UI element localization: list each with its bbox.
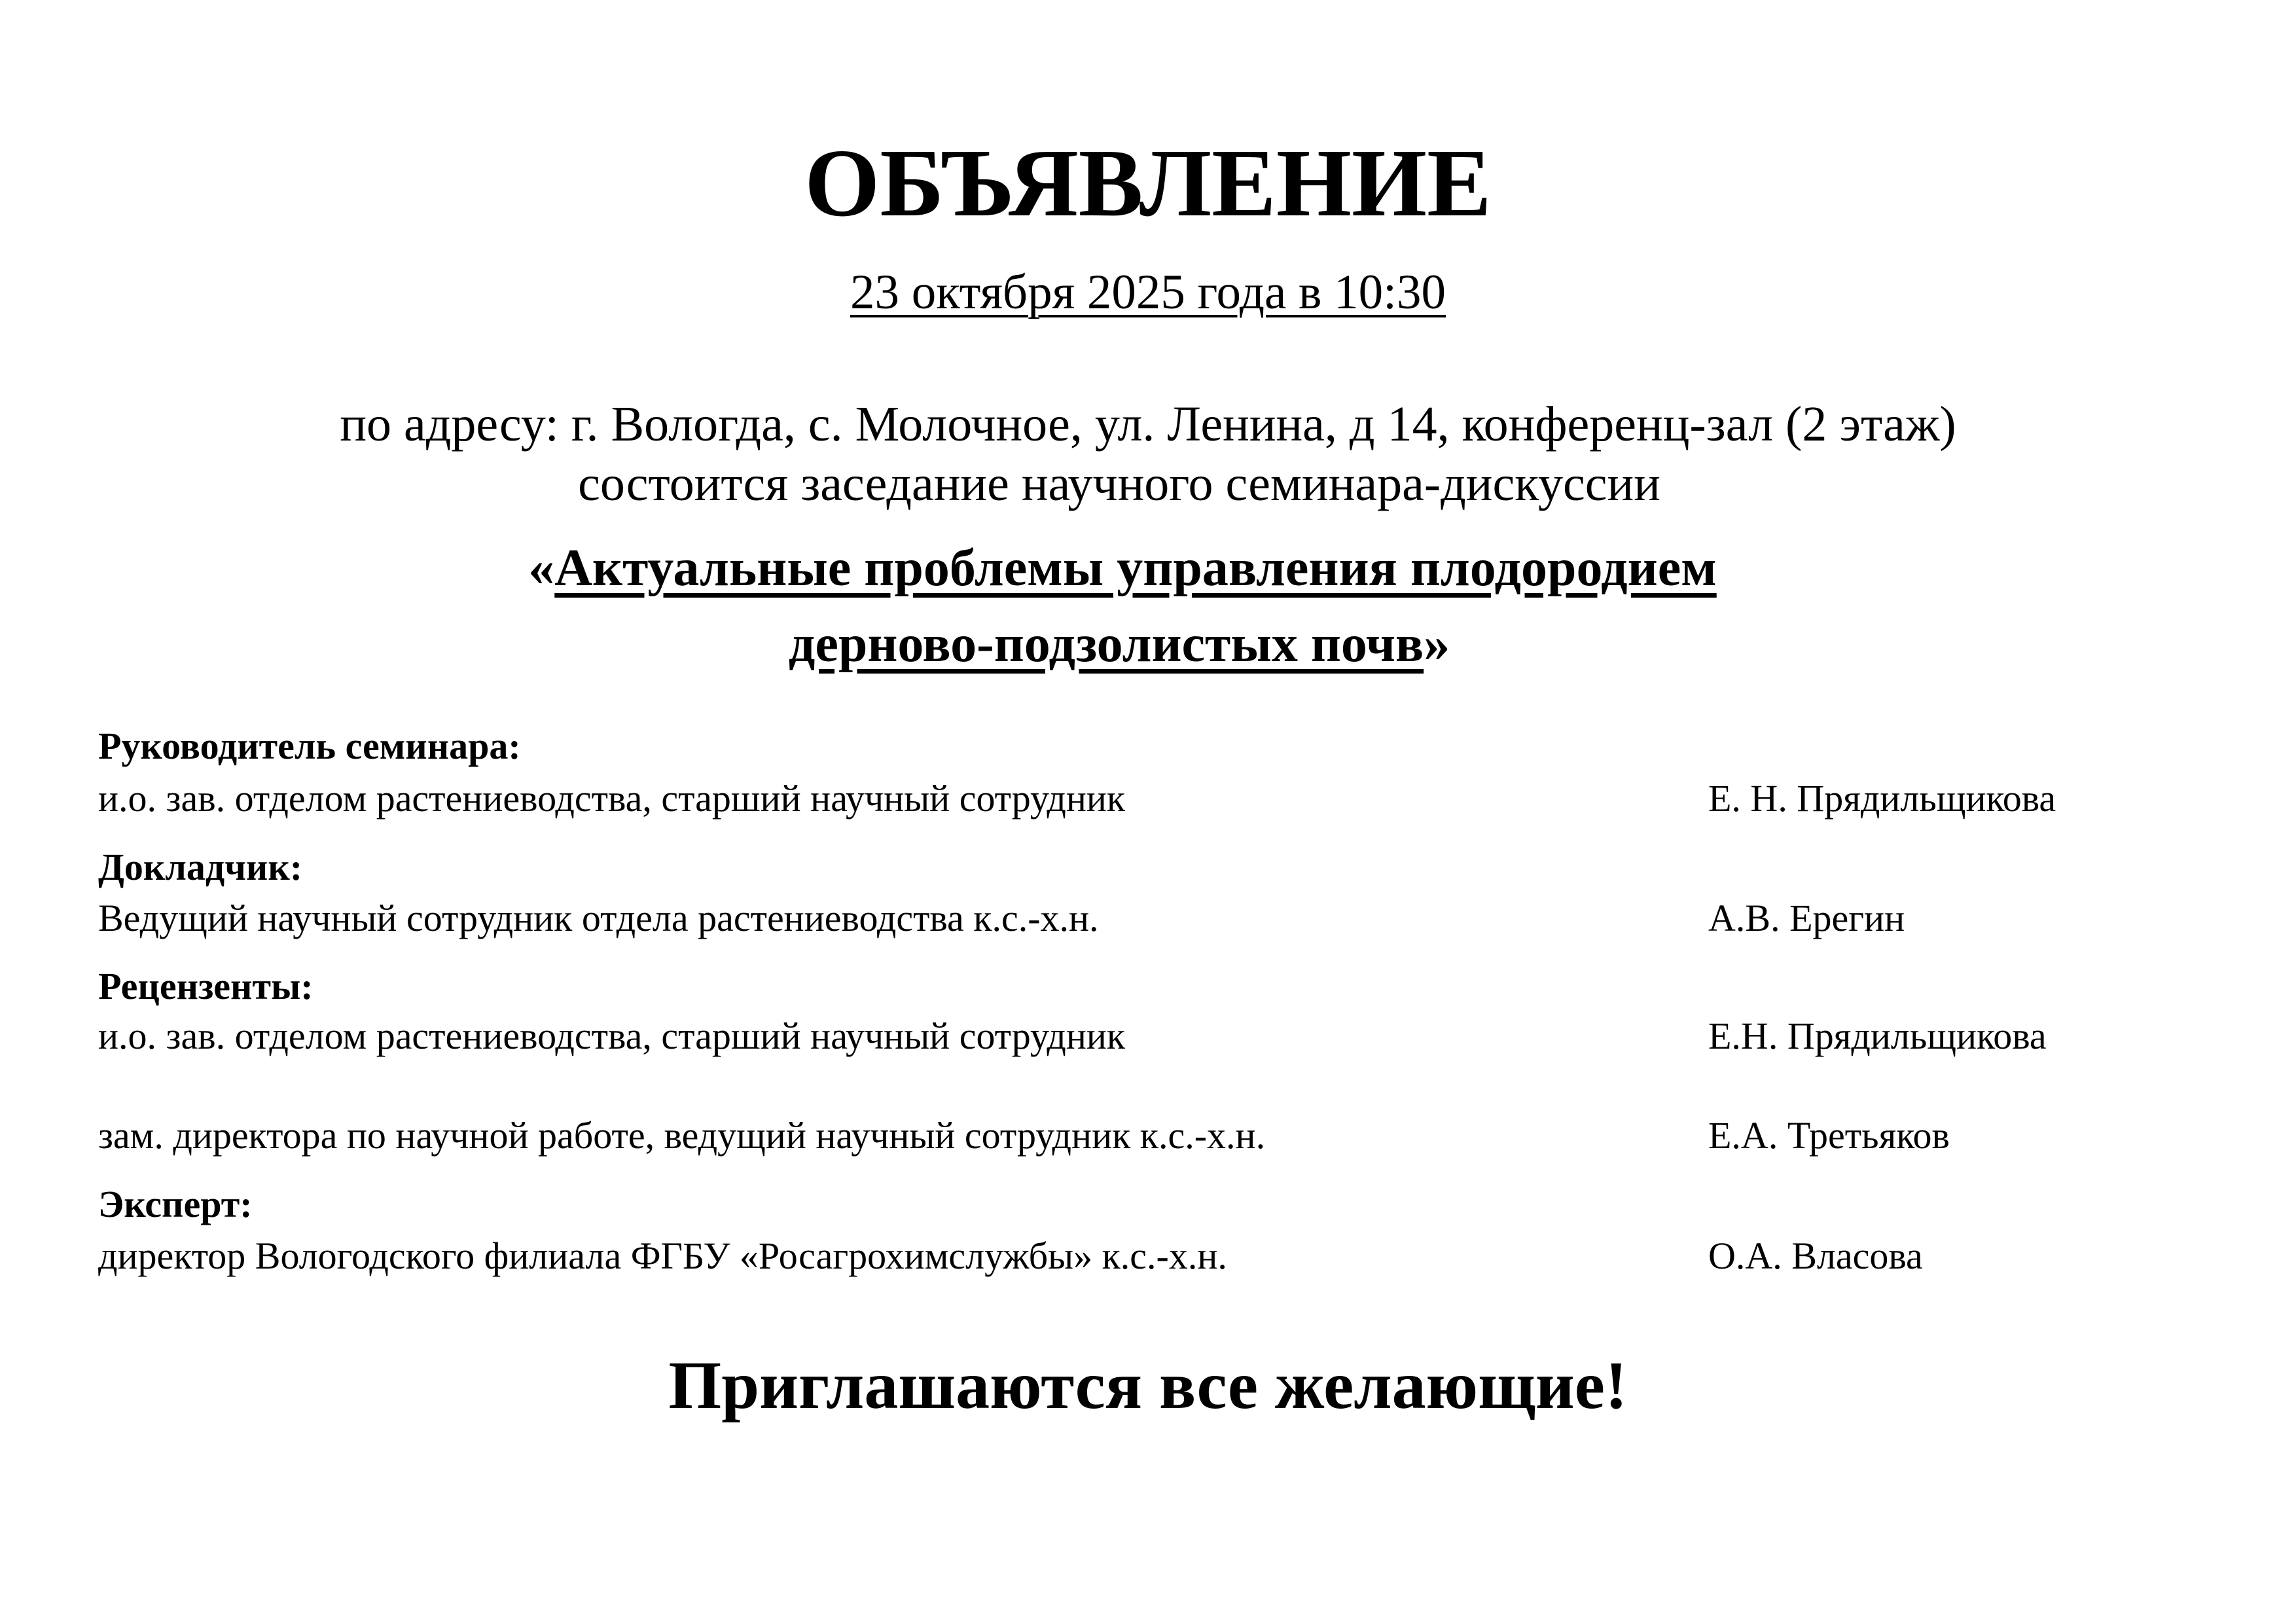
topic-close-quote: » [1424,615,1450,673]
event-description: состоится заседание научного семинара-дискуссии [578,456,1660,511]
leader-label: Руководитель семинара: [98,725,521,767]
reviewer-1-position: и.о. зав. отделом растениеводства, старший научный сотрудник [98,1015,1126,1057]
leader-position: и.о. зав. отделом растениеводства, старший научный сотрудник [98,777,1126,820]
topic-line-1-text: Актуальные проблемы управления плодородием [554,539,1717,597]
speaker-position: Ведущий научный сотрудник отдела растениеводства к.с.-х.н. [98,897,1099,939]
reviewer-1-name: Е.Н. Прядильщикова [1708,1015,2047,1057]
reviewers-label: Рецензенты: [98,965,314,1007]
page-title: ОБЪЯВЛЕНИЕ [804,130,1492,237]
speaker-name: А.В. Ерегин [1708,897,1905,939]
expert-name: О.А. Власова [1708,1235,1923,1277]
invitation-text: Приглашаются все желающие! [668,1348,1628,1423]
seminar-topic-line-1 [0,537,2245,600]
event-date [0,263,2296,322]
reviewer-2-position: зам. директора по научной работе, ведущий научный сотрудник к.с.-х.н. [98,1114,1266,1157]
event-address: по адресу: г. Вологда, с. Молочное, ул. Ленина, д 14, конференц-зал (2 этаж) [340,397,1956,452]
topic-line-2-text: дерново-подзолистых почв [788,615,1424,673]
speaker-label: Докладчик: [98,846,303,888]
leader-name: Е. Н. Прядильщикова [1708,777,2056,820]
expert-label: Эксперт: [98,1183,253,1225]
seminar-topic-line-2 [0,613,2238,676]
reviewer-2-name: Е.А. Третьяков [1708,1114,1950,1157]
expert-position: директор Вологодского филиала ФГБУ «Росагрохимслужбы» к.с.-х.н. [98,1235,1227,1277]
topic-open-quote: « [528,539,555,597]
event-date-text: 23 октября 2025 года в 10:30 [850,265,1446,319]
